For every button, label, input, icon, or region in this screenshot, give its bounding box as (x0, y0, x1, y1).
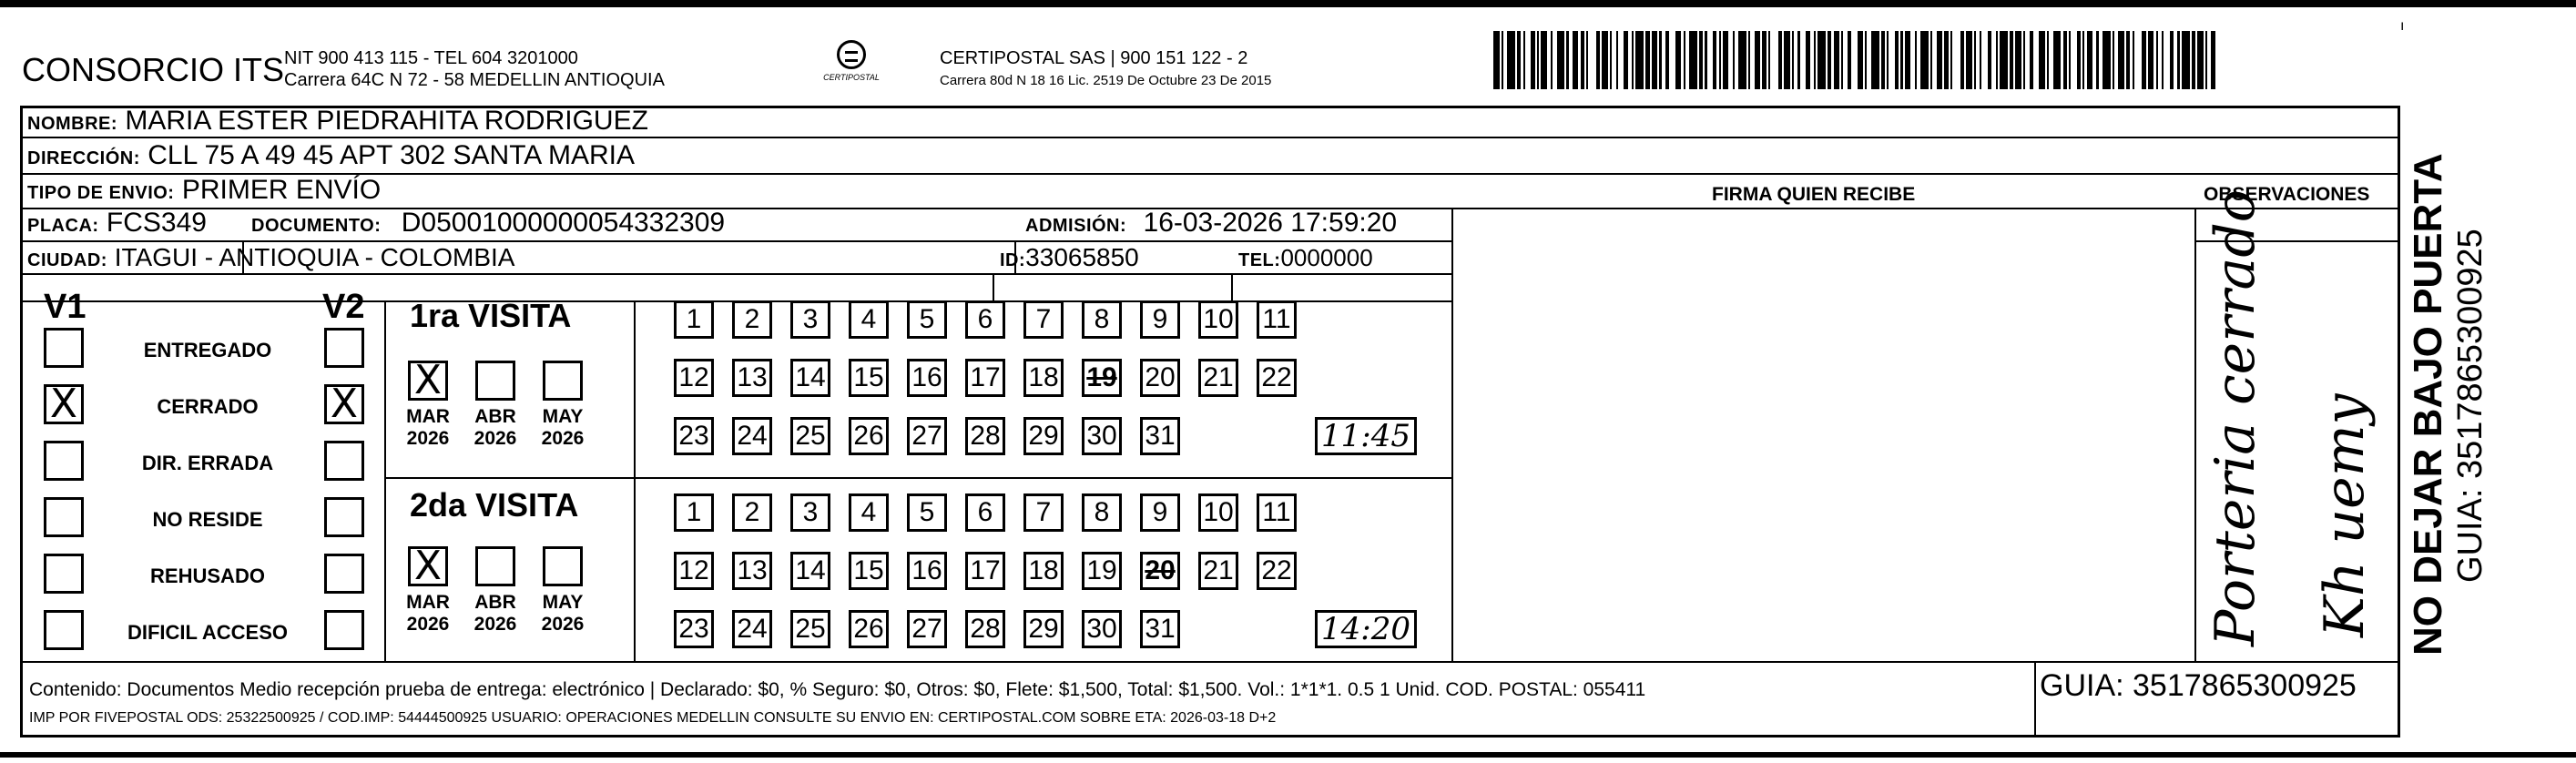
id-cell (1000, 242, 1139, 276)
day-box[interactable]: 11 (1257, 300, 1297, 339)
day-box[interactable]: 19 (1082, 359, 1122, 397)
v1-checkbox[interactable] (44, 610, 84, 650)
tel-cell (1238, 242, 1373, 276)
day-box[interactable]: 13 (732, 359, 772, 397)
day-box[interactable]: 24 (732, 417, 772, 455)
check-mark: X (330, 381, 359, 427)
city-value: ITAGUI - ANTIOQUIA - COLOMBIA (114, 243, 515, 271)
day-box[interactable]: 24 (732, 610, 772, 648)
plate-cell (27, 208, 207, 241)
v2-checkbox[interactable] (324, 328, 364, 368)
day-box[interactable]: 10 (1198, 493, 1238, 532)
bottom-border (0, 752, 2576, 758)
visit2-title: 2da VISITA (410, 486, 579, 524)
day-box[interactable]: 20 (1140, 359, 1180, 397)
day-box[interactable]: 14 (790, 552, 830, 590)
handwritten-time: 14:20 (1315, 610, 1417, 648)
address-value: CLL 75 A 49 45 APT 302 SANTA MARIA (148, 140, 635, 170)
year-label: 2026 (541, 428, 585, 449)
day-box[interactable]: 22 (1257, 359, 1297, 397)
signature-header: FIRMA QUIEN RECIBE (1712, 184, 1916, 205)
day-box[interactable]: 16 (907, 552, 947, 590)
v2-checkbox[interactable] (324, 554, 364, 594)
day-box[interactable]: 31 (1140, 417, 1180, 455)
day-box[interactable]: 17 (965, 359, 1005, 397)
v2-checkbox[interactable] (324, 497, 364, 537)
day-box[interactable]: 4 (849, 493, 889, 532)
day-box[interactable]: 30 (1082, 610, 1122, 648)
v1-checkbox[interactable] (44, 441, 84, 481)
logo-icon (837, 40, 866, 69)
admission-label: ADMISIÓN: (1025, 216, 1127, 236)
name-value: MARIA ESTER PIEDRAHITA RODRIGUEZ (125, 106, 648, 136)
day-box[interactable]: 25 (790, 610, 830, 648)
day-box[interactable]: 21 (1198, 359, 1238, 397)
admission-cell (1025, 208, 1397, 241)
year-label: 2026 (473, 614, 517, 635)
day-box[interactable]: 13 (732, 552, 772, 590)
courier-line-2: Carrera 80d N 18 16 Lic. 2519 De Octubre 23 De 2015 (940, 73, 1272, 88)
address-row (27, 140, 635, 174)
status-label: DIFICIL ACCESO (127, 621, 288, 644)
day-box[interactable]: 9 (1140, 493, 1180, 532)
month-checkbox[interactable] (475, 361, 515, 401)
day-box[interactable]: 2 (732, 493, 772, 532)
day-box[interactable]: 25 (790, 417, 830, 455)
day-box[interactable]: 23 (674, 417, 714, 455)
v2-header: V2 (322, 288, 365, 326)
day-box[interactable]: 15 (849, 552, 889, 590)
check-mark: X (413, 357, 443, 403)
day-box[interactable]: 23 (674, 610, 714, 648)
month-year (531, 592, 595, 636)
day-box[interactable]: 26 (849, 417, 889, 455)
month-label: MAY (542, 592, 584, 613)
status-label: ENTREGADO (143, 339, 272, 361)
day-box[interactable]: 5 (907, 493, 947, 532)
plate-label: PLACA: (27, 216, 99, 236)
day-box[interactable]: 28 (965, 417, 1005, 455)
month-label: ABR (474, 406, 516, 427)
v1-checkbox[interactable] (44, 497, 84, 537)
month-checkbox[interactable] (543, 546, 583, 586)
day-box[interactable]: 14 (790, 359, 830, 397)
tel-value: 0000000 (1280, 244, 1373, 271)
footer-guia: GUIA: 3517865300925 (2040, 668, 2357, 703)
day-box[interactable]: 8 (1082, 300, 1122, 339)
handwritten-time: 11:45 (1315, 417, 1417, 455)
top-border (0, 0, 2576, 7)
tel-label: TEL: (1238, 250, 1281, 270)
document-label: DOCUMENTO: (251, 216, 382, 236)
day-box[interactable]: 7 (1023, 493, 1064, 532)
v2-checkbox[interactable] (324, 381, 364, 427)
day-box[interactable]: 27 (907, 417, 947, 455)
month-checkbox[interactable] (543, 361, 583, 401)
month-checkbox[interactable] (475, 546, 515, 586)
day-box[interactable]: 20 (1140, 552, 1180, 590)
v2-checkbox[interactable] (324, 610, 364, 650)
footer-print-info: IMP POR FIVEPOSTAL ODS: 25322500925 / COD.IMP: 54444500925 USUARIO: OPERACIONES MEDELLIN CONSULTE SU ENVIO EN: CERTIPOSTAL.COM SOBRE ETA: 2026-03-18 D+2 (29, 710, 1277, 726)
day-box[interactable]: 4 (849, 300, 889, 339)
city-label: CIUDAD: (27, 250, 107, 270)
day-box[interactable]: 15 (849, 359, 889, 397)
day-box[interactable]: 18 (1023, 359, 1064, 397)
shipping-type-label: TIPO DE ENVIO: (27, 183, 175, 203)
month-checkbox[interactable] (408, 357, 448, 403)
corner-mark: ı (2400, 18, 2405, 34)
day-box[interactable]: 21 (1198, 552, 1238, 590)
day-box[interactable]: 29 (1023, 417, 1064, 455)
month-checkbox[interactable] (408, 543, 448, 589)
status-label: DIR. ERRADA (141, 452, 274, 474)
observations-header: OBSERVACIONES (2204, 184, 2370, 205)
month-label: ABR (474, 592, 516, 613)
day-box[interactable]: 7 (1023, 300, 1064, 339)
month-year (463, 406, 527, 450)
check-mark: X (413, 543, 443, 589)
day-box[interactable]: 3 (790, 493, 830, 532)
day-box[interactable]: 6 (965, 300, 1005, 339)
month-label: MAR (406, 406, 450, 427)
day-box[interactable]: 16 (907, 359, 947, 397)
day-box[interactable]: 3 (790, 300, 830, 339)
status-label: CERRADO (157, 395, 259, 418)
v1-checkbox[interactable] (44, 328, 84, 368)
month-year (396, 406, 460, 450)
name-row (27, 106, 648, 139)
v1-checkbox[interactable] (44, 381, 84, 427)
day-box[interactable]: 8 (1082, 493, 1122, 532)
footer-content: Contenido: Documentos Medio recepción prueba de entrega: electrónico | Declarado: $0, % Seguro: $0, Otros: $0, Flete: $1,500, Total: $1,500. Vol.: 1*1*1. 0.5 1 Unid. COD. POSTAL: 055411 (29, 679, 1646, 700)
v1-header: V1 (44, 288, 87, 326)
day-box[interactable]: 9 (1140, 300, 1180, 339)
status-label: NO RESIDE (152, 508, 263, 531)
day-box[interactable]: 17 (965, 552, 1005, 590)
day-box[interactable]: 12 (674, 359, 714, 397)
name-label: NOMBRE: (27, 114, 118, 134)
v1-checkbox[interactable] (44, 554, 84, 594)
day-box[interactable]: 31 (1140, 610, 1180, 648)
year-label: 2026 (473, 428, 517, 449)
status-label: REHUSADO (150, 565, 265, 587)
company-line-2: Carrera 64C N 72 - 58 MEDELLIN ANTIOQUIA (284, 70, 665, 90)
day-box[interactable]: 26 (849, 610, 889, 648)
city-cell (27, 242, 514, 276)
day-box[interactable]: 28 (965, 610, 1005, 648)
day-box[interactable]: 2 (732, 300, 772, 339)
logo-text: CERTIPOSTAL (823, 73, 880, 82)
certipostal-logo (815, 40, 888, 100)
month-year (463, 592, 527, 636)
check-mark: X (49, 381, 78, 427)
courier-line-1: CERTIPOSTAL SAS | 900 151 122 - 2 (940, 48, 1248, 68)
day-box[interactable]: 6 (965, 493, 1005, 532)
id-label: ID: (1000, 250, 1026, 270)
observation-handwriting-1: Porteria cerrado (2204, 189, 2267, 646)
year-label: 2026 (406, 428, 450, 449)
barcode (1493, 31, 2222, 89)
year-label: 2026 (541, 614, 585, 635)
document-value: D05001000000054332309 (401, 208, 726, 238)
side-guia: GUIA: 3517865300925 (2451, 229, 2489, 583)
shipping-type-row (27, 175, 381, 209)
day-box[interactable]: 1 (674, 300, 714, 339)
admission-value: 16-03-2026 17:59:20 (1143, 208, 1398, 238)
company-name: CONSORCIO ITS (22, 51, 285, 88)
plate-value: FCS349 (106, 208, 207, 238)
address-label: DIRECCIÓN: (27, 148, 140, 168)
month-year (531, 406, 595, 450)
id-value: 33065850 (1025, 243, 1139, 271)
month-label: MAY (542, 406, 584, 427)
day-box[interactable]: 5 (907, 300, 947, 339)
company-line-1: NIT 900 413 115 - TEL 604 3201000 (284, 48, 578, 68)
visit1-title: 1ra VISITA (410, 297, 572, 334)
document-cell (251, 208, 725, 241)
day-box[interactable]: 10 (1198, 300, 1238, 339)
day-box[interactable]: 27 (907, 610, 947, 648)
month-label: MAR (406, 592, 450, 613)
day-box[interactable]: 30 (1082, 417, 1122, 455)
v2-checkbox[interactable] (324, 441, 364, 481)
day-box[interactable]: 22 (1257, 552, 1297, 590)
day-box[interactable]: 29 (1023, 610, 1064, 648)
day-box[interactable]: 1 (674, 493, 714, 532)
observation-handwriting-2: Kh uemy (2313, 393, 2377, 637)
year-label: 2026 (406, 614, 450, 635)
side-warning: NO DEJAR BAJO PUERTA (2406, 153, 2450, 656)
month-year (396, 592, 460, 636)
day-box[interactable]: 12 (674, 552, 714, 590)
shipping-type-value: PRIMER ENVÍO (181, 175, 382, 205)
day-box[interactable]: 11 (1257, 493, 1297, 532)
day-box[interactable]: 19 (1082, 552, 1122, 590)
day-box[interactable]: 18 (1023, 552, 1064, 590)
